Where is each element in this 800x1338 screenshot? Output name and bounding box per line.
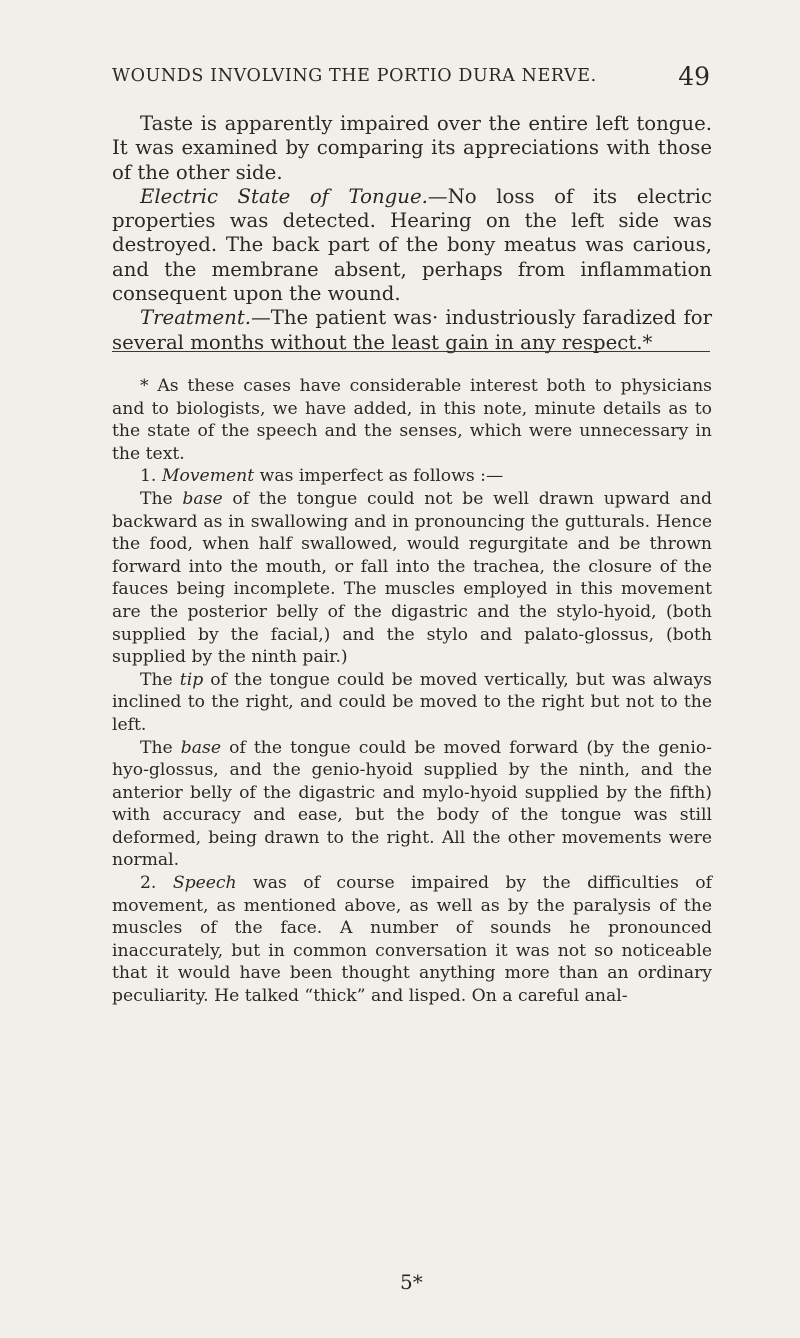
paragraph-treatment: Treatment.—The patient was· industriously faradized for several months without the least gain in any respect.* <box>112 306 712 354</box>
footnote-movement: 1. Movement was imperfect as follows :— <box>140 466 504 487</box>
signature-mark: 5* <box>400 1270 423 1294</box>
treatment-heading: Treatment. <box>140 306 252 330</box>
footnote-speech: 2. Speech was of course impaired by the difficulties of movement, as mentioned above, as well as by the paralysis of the muscles of the face. A number of sounds he pronounced inaccurately, but in common conversation it was not so noticeable that it would have been thought anything more than an ordinary peculiarity. He talked “thick” and lisped. On a careful anal- <box>112 873 712 1007</box>
footnote-divider <box>112 351 710 352</box>
paragraph-taste: Taste is apparently impaired over the entire left tongue. It was examined by comparing its appreciations with those of the other side. <box>112 112 712 184</box>
footnote-base-upward: The base of the tongue could not be well drawn upward and backward as in swallowing and in pronouncing the gutturals. Hence the food, when half swallowed, would regurgitate and be thrown forward into the mouth, or fall into the trachea, the closure of the fauces being incomplete. The muscles employed in this movement are the posterior belly of the digastric and the stylo-hyoid, (both supplied by the facial,) and the stylo and palato-glossus, (both supplied by the ninth pair.) <box>112 488 712 668</box>
page-number: 49 <box>678 62 710 91</box>
footnote-tip: The tip of the tongue could be moved vertically, but was always inclined to the right, and could be moved to the right but not to the left. <box>112 669 712 735</box>
page-header <box>112 62 710 96</box>
footnote <box>112 375 712 1008</box>
footnote-intro: * As these cases have considerable interest both to physicians and to biologists, we have added, in this note, minute details as to the state of the speech and the senses, which were unnecessary in the text. <box>112 376 712 464</box>
main-text <box>112 112 712 355</box>
running-title: WOUNDS INVOLVING THE PORTIO DURA NERVE. <box>112 66 597 86</box>
footnote-base-forward: The base of the tongue could be moved forward (by the genio-hyo-glossus, and the genio-hyoid supplied by the ninth, and the anterior belly of the digastric and mylo-hyoid supplied by the fifth) with accuracy and ease, but the body of the tongue was still deformed, being drawn to the right. All the other movements were normal. <box>112 737 712 871</box>
paragraph-electric-state: Electric State of Tongue.—No loss of its electric properties was detected. Hearing on the left side was destroyed. The back part of the bony meatus was carious, and the membrane absent, perhaps from inflammation consequent upon the wound. <box>112 184 712 306</box>
electric-state-heading: Electric State of Tongue. <box>140 184 428 208</box>
